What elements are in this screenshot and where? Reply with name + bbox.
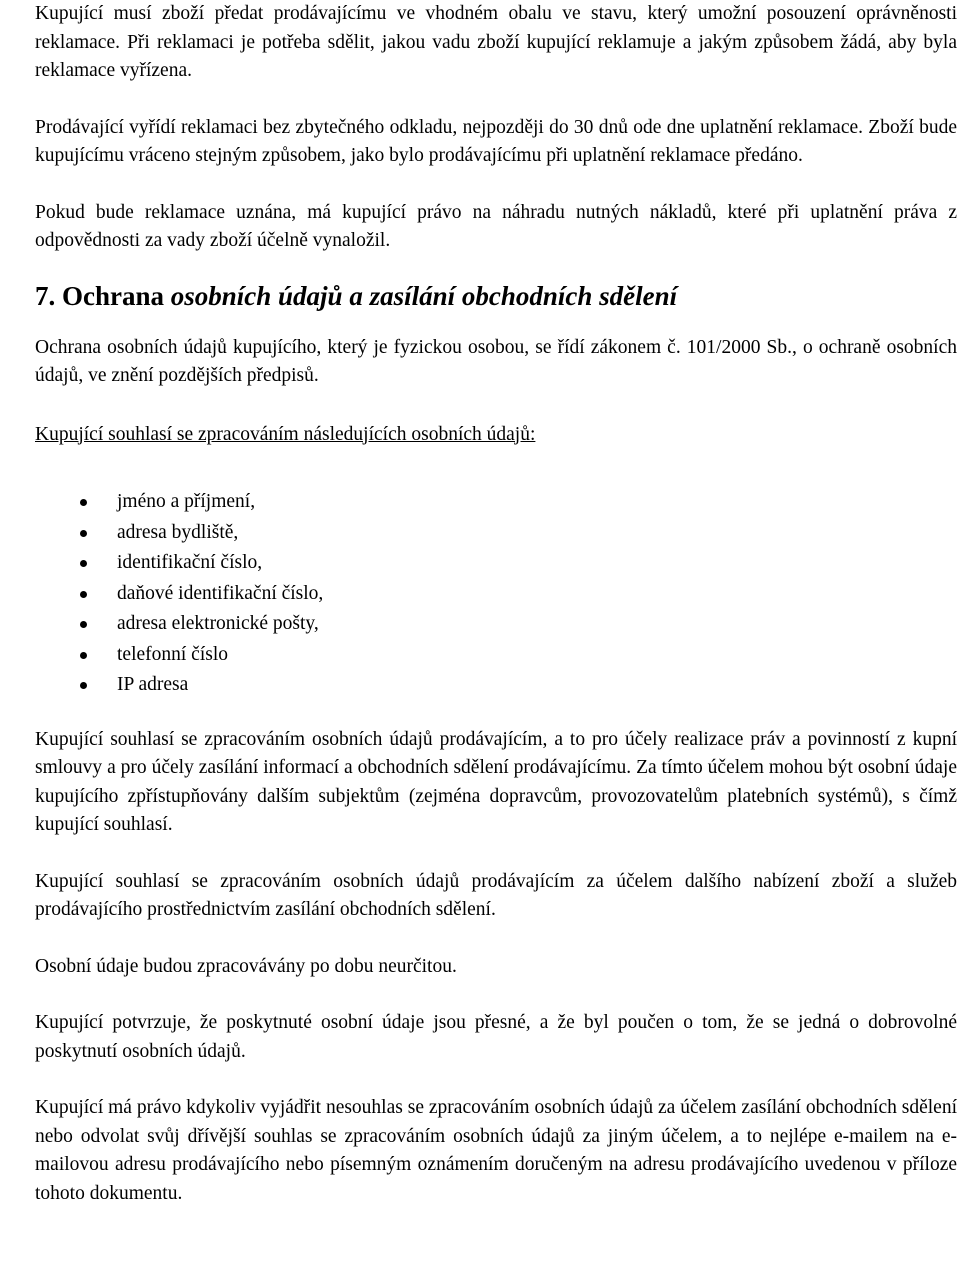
list-item: jméno a příjmení, bbox=[35, 487, 957, 518]
list-item: adresa bydliště, bbox=[35, 518, 957, 549]
paragraph-consent-intro: Kupující souhlasí se zpracováním následujících osobních údajů: bbox=[35, 423, 536, 445]
paragraph-data-protection-law: Ochrana osobních údajů kupujícího, který je fyzickou osobou, se řídí zákonem č. 101/2000 Sb., o ochraně osobních údajů, ve znění pozdějších předpisů. bbox=[35, 336, 957, 386]
bullet-icon bbox=[80, 682, 87, 689]
paragraph-processing-purpose: Kupující souhlasí se zpracováním osobních údajů prodávajícím, a to pro účely realizace práv a povinností z kupní smlouvy a pro účely zasílání informací a obchodních sdělení prodávajícímu. Za tímto účelem mohou být osobní údaje kupujícího zpřístupňovány dalším subjektům (zejména dopravcům, provozovatelům platebních systémů), s čímž kupující souhlasí. bbox=[35, 728, 957, 835]
list-item: daňové identifikační číslo, bbox=[35, 579, 957, 610]
bullet-icon bbox=[80, 530, 87, 537]
paragraph-processing-duration: Osobní údaje budou zpracovávány po dobu neurčitou. bbox=[35, 955, 457, 977]
document-page bbox=[35, 0, 957, 1208]
bullet-icon bbox=[80, 499, 87, 506]
section-heading bbox=[35, 278, 957, 314]
paragraph-complaint-costs: Pokud bude reklamace uznána, má kupující právo na náhradu nutných nákladů, které při uplatnění práva z odpovědnosti za vady zboží účelně vynaložil. bbox=[35, 201, 957, 251]
paragraph-accuracy-confirmation: Kupující potvrzuje, že poskytnuté osobní údaje jsou přesné, a že byl poučen o tom, že se jedná o dobrovolné poskytnutí osobních údajů. bbox=[35, 1012, 957, 1062]
list-item: telefonní číslo bbox=[35, 640, 957, 671]
list-item: IP adresa bbox=[35, 670, 957, 701]
paragraph-marketing-consent: Kupující souhlasí se zpracováním osobních údajů prodávajícím za účelem dalšího nabízení zboží a služeb prodávajícího prostřednictvím zasílání obchodních sdělení. bbox=[35, 870, 957, 920]
paragraph-withdraw-consent: Kupující má právo kdykoliv vyjádřit nesouhlas se zpracováním osobních údajů za účelem zasílání obchodních sdělení nebo odvolat svůj dřívější souhlas se zpracováním osobních údajů za jiným účelem, a to nejlépe e-mailem na e-mailovou adresu prodávajícího nebo písemným oznámením doručeným na adresu prodávajícího uvedenou v příloze tohoto dokumentu. bbox=[35, 1097, 957, 1204]
bullet-icon bbox=[80, 652, 87, 659]
bullet-icon bbox=[80, 621, 87, 628]
paragraph-complaint-packaging: Kupující musí zboží předat prodávajícímu ve vhodném obalu ve stavu, který umožní posouzení oprávněnosti reklamace. Při reklamaci je potřeba sdělit, jakou vadu zboží kupující reklamuje a jakým způsobem žádá, aby byla reklamace vyřízena. bbox=[35, 3, 957, 81]
section-number: 7. bbox=[35, 280, 56, 311]
list-item: identifikační číslo, bbox=[35, 548, 957, 579]
bullet-icon bbox=[80, 560, 87, 567]
section-title-plain: Ochrana bbox=[62, 280, 165, 311]
paragraph-complaint-handling: Prodávající vyřídí reklamaci bez zbytečného odkladu, nejpozději do 30 dnů ode dne uplatnění reklamace. Zboží bude kupujícímu vráceno stejným způsobem, jako bylo prodávajícímu při uplatnění reklamace předáno. bbox=[35, 116, 957, 166]
list-item: adresa elektronické pošty, bbox=[35, 609, 957, 640]
bullet-icon bbox=[80, 591, 87, 598]
section-title-italic: osobních údajů a zasílání obchodních sdělení bbox=[170, 280, 678, 311]
personal-data-list bbox=[35, 487, 957, 701]
